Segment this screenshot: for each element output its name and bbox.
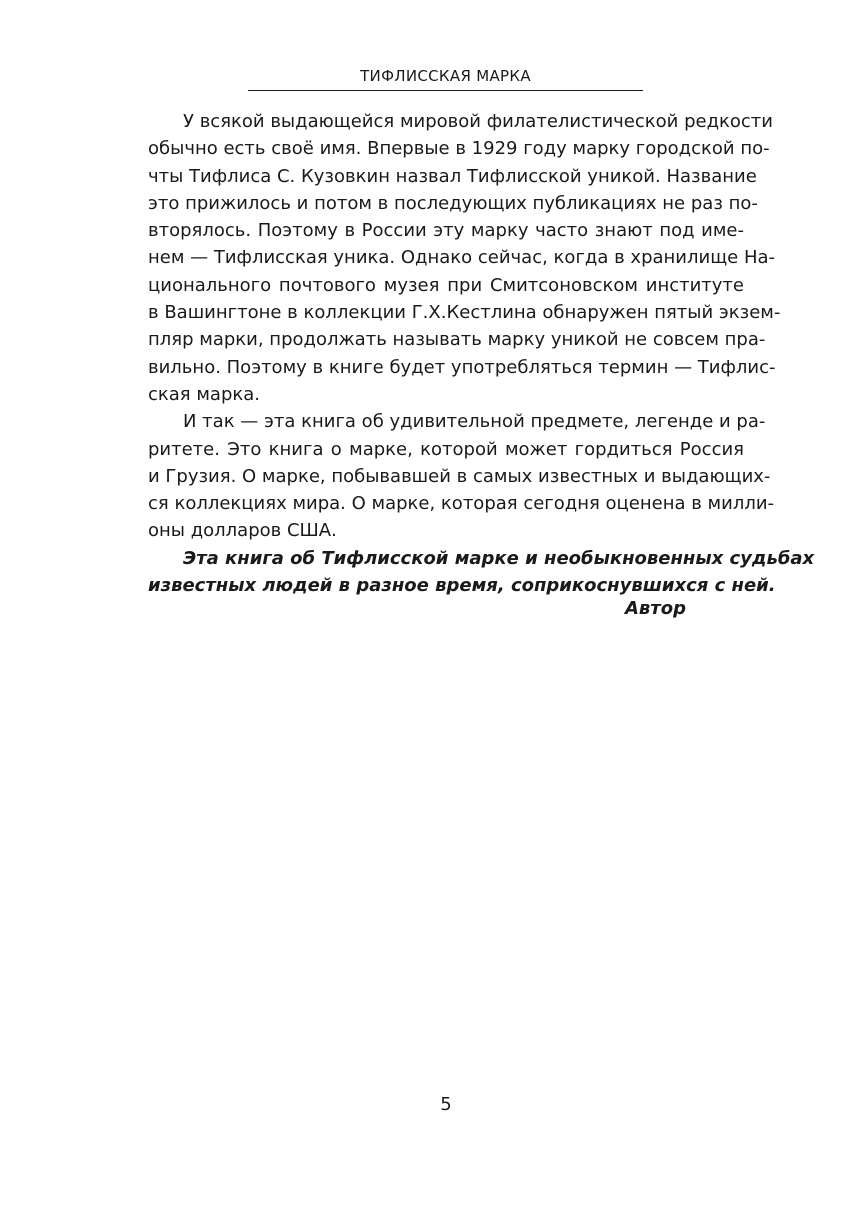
- text-line: обычно есть своё имя. Впервые в 1929 году марку городской по-: [148, 138, 770, 160]
- running-header: ТИФЛИССКАЯ МАРКА: [360, 67, 531, 85]
- text-line: И так — эта книга об удивительной предмете, легенде и ра-: [183, 411, 766, 433]
- body-text: [148, 108, 815, 599]
- text-line: Эта книга об Тифлисской марке и необыкновенных судьбах: [183, 547, 815, 569]
- text-line: вильно. Поэтому в книге будет употребляться термин — Тифлис-: [148, 356, 776, 378]
- text-line: это прижилось и потом в последующих публикациях не раз по-: [148, 192, 758, 214]
- paragraph-2: [148, 408, 775, 544]
- text-line: ся коллекциях мира. О марке, которая сегодня оценена в милли-: [148, 493, 775, 515]
- page-number: 5: [440, 1094, 452, 1115]
- text-line: пляр марки, продолжать называть марку уникой не совсем пра-: [148, 329, 766, 351]
- text-line: нем — Тифлисская уника. Однако сейчас, когда в хранилище На-: [148, 247, 776, 269]
- author-signature: Автор: [624, 598, 686, 619]
- text-line: У всякой выдающейся мировой филателистической редкости: [183, 111, 773, 132]
- text-line: известных людей в разное время, соприкоснувшихся с ней.: [148, 575, 776, 597]
- text-line: чты Тифлиса С. Кузовкин назвал Тифлисской уникой. Название: [148, 165, 757, 187]
- text-line: ционального почтового музея при Смитсоновском институте: [148, 274, 744, 296]
- paragraph-1: [148, 108, 781, 408]
- text-line: ская марка.: [148, 383, 261, 405]
- text-line: в Вашингтоне в коллекции Г.Х.Кестлина обнаружен пятый экзем-: [148, 302, 781, 324]
- text-line: и Грузия. О марке, побывавшей в самых известных и выдающих-: [148, 465, 771, 487]
- paragraph-3-emphasis: [148, 545, 815, 600]
- text-line: ритете. Это книга о марке, которой может гордиться Россия: [148, 438, 744, 460]
- header-rule: [248, 90, 643, 91]
- text-line: вторялось. Поэтому в России эту марку часто знают под име-: [148, 220, 744, 242]
- text-line: оны долларов США.: [148, 520, 337, 542]
